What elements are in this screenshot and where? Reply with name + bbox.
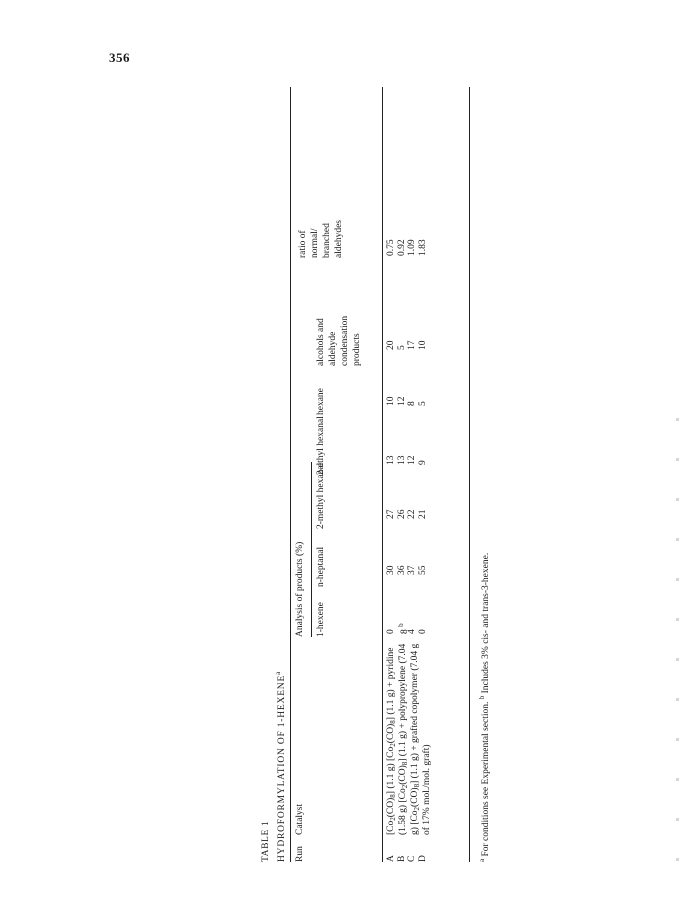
run-b: B [396, 855, 407, 862]
header-alcohols: alcohols and aldehyde condensation products [316, 315, 362, 366]
value-cell: 26 [396, 509, 407, 519]
scan-edge-artifact [676, 418, 679, 888]
bottom-rule [469, 87, 470, 862]
catalyst-column: $[Co_2(CO)_8]$ (1.1 g) $[Co_2(CO)_8]$ (1.1 g) + pyridine (1.58 g) $[Co_2(CO)_8]$ (1.1 g) + polypropylene (7.04 g) $[Co_2(CO)_8]$ (1.1 g) + grafted copolymer (7.04 g of 17% mol./mol. graft) [386, 643, 432, 835]
value-cell: 10 [417, 340, 428, 350]
table-title: HYDROFORMYLATION OF 1-HEXENE [276, 674, 287, 862]
value-cell: 27 [386, 509, 396, 519]
table-label: TABLE 1 [261, 820, 271, 862]
value-cell: 5 [417, 401, 428, 406]
footnote-a: For conditions see Experimental section. [481, 701, 491, 857]
run-a: A [386, 855, 396, 862]
value-cell: 13 [396, 455, 407, 465]
table-caption [261, 671, 289, 862]
col-alcohols-values [386, 341, 428, 351]
value-cell: 10 [386, 396, 396, 406]
value-cell: 13 [386, 455, 396, 465]
value-cell: 9 [417, 460, 428, 465]
value-cell: 5 [396, 345, 407, 350]
value-cell: 12 [396, 396, 407, 406]
value-cell: 21 [417, 509, 428, 519]
value-cell: 8 $^b$ [396, 623, 410, 634]
value-cell: 1.09 [407, 239, 417, 256]
value-cell: 12 [407, 455, 417, 465]
title-note-marker: a [273, 671, 282, 675]
group-rule [311, 462, 312, 637]
page-number: 356 [109, 50, 130, 65]
header-catalyst: Catalyst [295, 803, 305, 835]
col-n-heptanal-values [386, 566, 428, 576]
value-cell: 36 [396, 565, 407, 575]
table-block [261, 82, 497, 862]
col-2-methyl-values [386, 510, 428, 520]
col-1-hexene-values [386, 623, 428, 634]
header-2-methyl-hexanal: 2-methyl hexanal [316, 462, 326, 529]
footnotes: $^a$ For conditions see Experimental section. $^b$ Includes 3% cis- and trans-3-hexene. [478, 552, 491, 862]
value-cell: 0 [386, 629, 396, 634]
value-cell: 20 [386, 340, 396, 350]
footnote-b: Includes 3% cis- and trans-3-hexene. [481, 552, 491, 694]
value-cell: 0 [417, 629, 428, 634]
header-analysis-group: Analysis of products (%) [295, 541, 305, 637]
header-1-hexene: 1-hexene [316, 602, 326, 637]
value-cell: 0.92 [396, 239, 407, 256]
top-rule [290, 87, 291, 862]
run-c: C [407, 855, 417, 862]
run-d: D [417, 855, 428, 862]
header-hexane: hexane [316, 388, 326, 415]
header-2-ethyl-hexanal: 2-ethyl hexanal [316, 416, 326, 475]
header-n-heptanal: n-heptanal [316, 546, 326, 587]
header-ratio: ratio of normal/ branched aldehydes [298, 220, 344, 258]
value-cell: 22 [407, 509, 417, 519]
value-cell: 55 [417, 565, 428, 575]
value-cell: 30 [386, 565, 396, 575]
col-hexane-values [386, 397, 428, 407]
note-b-marker: b [396, 623, 405, 627]
header-rule [382, 87, 383, 862]
run-column [386, 855, 428, 862]
header-run: Run [295, 846, 305, 862]
table-title-line [274, 671, 289, 862]
value-cell: 4 [407, 629, 417, 634]
value-cell: 17 [407, 340, 417, 350]
value-cell: 37 [407, 565, 417, 575]
value-cell: 0.75 [386, 239, 396, 256]
value-cell: 1.83 [417, 239, 428, 256]
value-cell: 8 [407, 401, 417, 406]
col-2-ethyl-values [386, 456, 428, 466]
col-ratio-values [386, 239, 428, 256]
